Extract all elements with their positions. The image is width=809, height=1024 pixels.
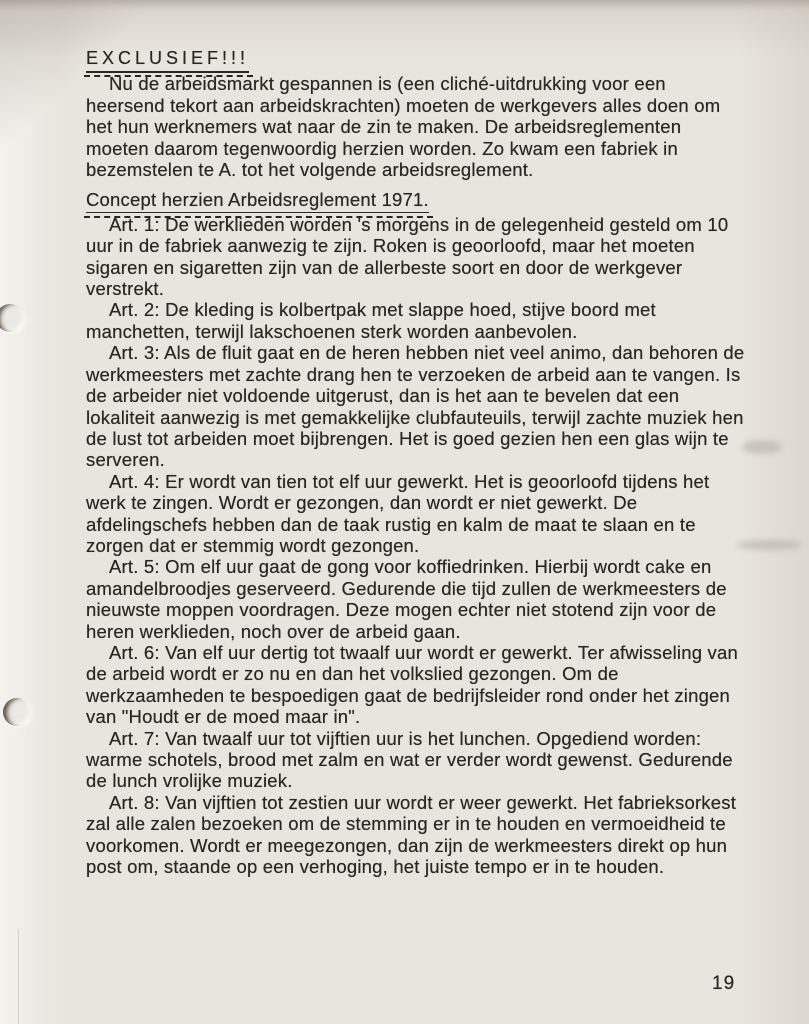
article-paragraph: Art. 8: Van vijftien tot zestien uur wordt er weer gewerkt. Het fabrieksorkest zal alle zalen bezoeken om de stemming er in te houden en vermoeidheid te voorkomen. Wordt er meegezongen, dan zijn de werkmeesters direkt op hun post om, staande op een verhoging, het juiste tempo er in te houden. <box>86 791 737 878</box>
article-paragraph: Art. 2: De kleding is kolbertpak met slappe hoed, stijve boord met manchetten, terwijl lakschoenen sterk worden aanbevolen. <box>86 299 656 342</box>
article-paragraph: Art. 4: Er wordt van tien tot elf uur gewerkt. Het is geoorloofd tijdens het werk te zingen. Wordt er gezongen, dan wordt er niet gewerkt. De afdelingschefs hebben dan de taak rustig en kalm de maat te slaan en te zorgen dat er stemmig wordt gezongen. <box>86 470 710 556</box>
page-number: 19 <box>712 973 736 994</box>
document-content <box>86 47 748 877</box>
punch-hole <box>0 304 24 332</box>
section-heading: Concept herzien Arbeidsreglement 1971. <box>86 189 429 212</box>
article-paragraph: Art. 1: De werklieden worden 's morgens in de gelegenheid gesteld om 10 uur in de fabriek aanwezig te zijn. Roken is geoorloofd, maar het moeten sigaren en sigaretten zijn van de allerbeste soort en door de werkgever verstrekt. <box>86 213 729 300</box>
scan-smudge <box>742 440 782 454</box>
article-paragraph: Art. 3: Als de fluit gaat en de heren hebben niet veel animo, dan behoren de werkmeesters met zachte drang hen te verzoeken de arbeid aan te vangen. Is de arbeider niet voldoende uitgerust, dan is het aan te bevelen dat een lokaliteit aanwezig is met gemakkelijke clubfauteuils, terwijl zachte muziek hen de lust tot arbeiden moet bijbrengen. Het is goed gezien hen een glas wijn te serveren. <box>86 342 745 471</box>
article-paragraph: Art. 6: Van elf uur dertig tot twaalf uur wordt er gewerkt. Ter afwisseling van de arbeid wordt er zo nu en dan het volkslied gezongen. Om de werkzaamheden te bespoedigen gaat de bedrijfsleider rond onder het zingen van "Houdt er de moed maar in". <box>86 641 738 728</box>
article-paragraph: Art. 7: Van twaalf uur tot vijftien uur is het lunchen. Opgediend worden: warme schotels, brood met zalm en wat er verder wordt gewenst. Gedurende de lunch vrolijke muziek. <box>86 727 733 792</box>
punch-hole <box>3 698 31 726</box>
subheading-wrap <box>86 189 748 212</box>
page-title: EXCLUSIEF!!! <box>86 48 249 73</box>
article-paragraph: Art. 5: Om elf uur gaat de gong voor koffiedrinken. Hierbij wordt cake en amandelbroodjes geserveerd. Gedurende die tijd zullen de werkmeesters de nieuwste moppen voordragen. Deze mogen echter niet stotend zijn voor de heren werklieden, noch over de arbeid gaan. <box>86 556 727 642</box>
intro-paragraph: Nu de arbeidsmarkt gespannen is (een cliché-uitdrukking voor een heersend tekort aan arbeidskrachten) moeten de werkgevers alles doen om het hun werknemers wat naar de zin te maken. De arbeidsreglementen moeten daarom tegenwoordig herzien worden. Zo kwam een fabriek in bezemstelen te A. tot het volgende arbeidsreglement. <box>86 73 721 181</box>
paper-edge-crease <box>18 929 19 1024</box>
